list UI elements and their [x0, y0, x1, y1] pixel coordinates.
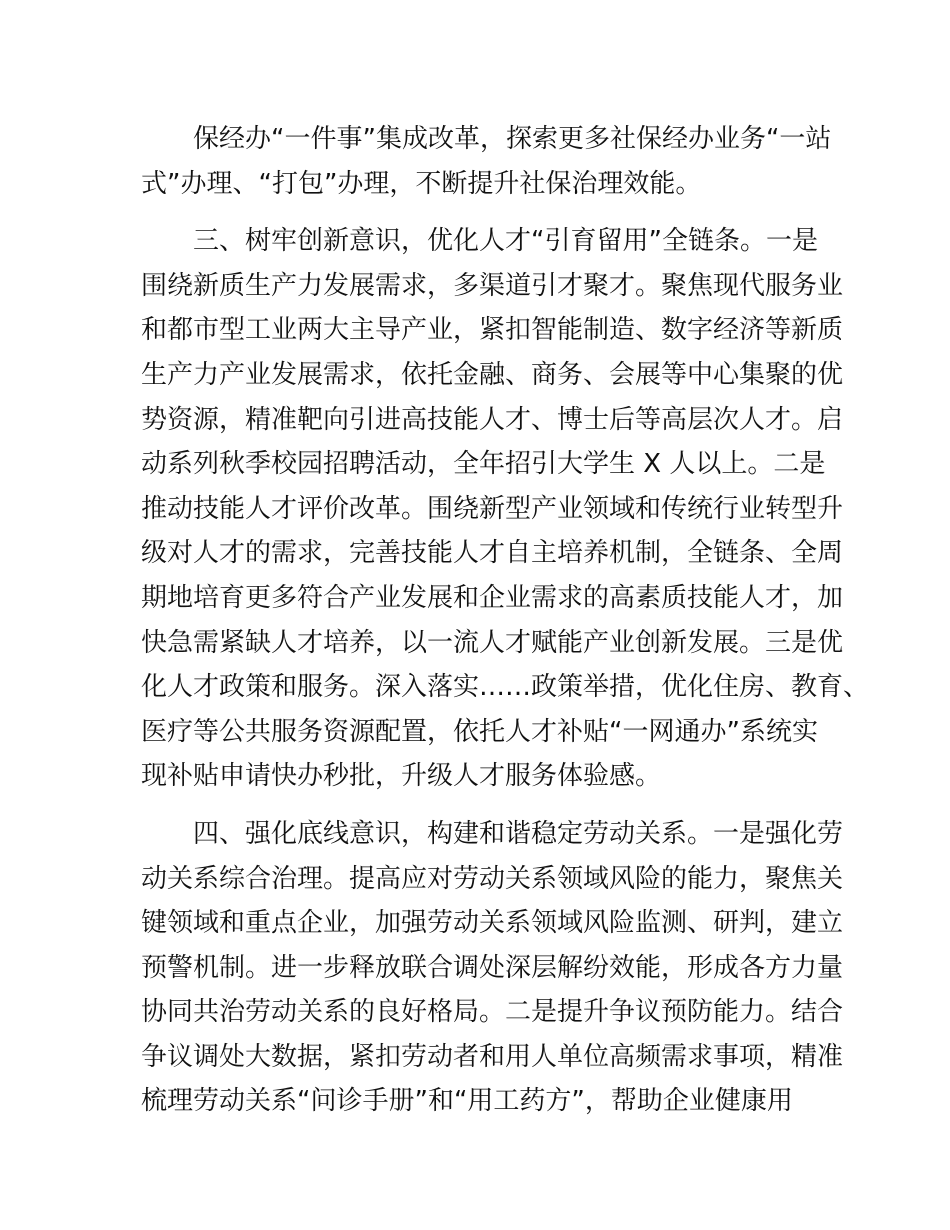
text-line: 动关系综合治理。提高应对劳动关系领域风险的能力，聚焦关 — [141, 863, 844, 894]
paragraph-continuation — [141, 117, 832, 206]
text-line: 三、树牢创新意识，优化人才“引育留用”全链条。一是 — [193, 226, 818, 257]
text-line: 动系列秋季校园招聘活动，全年招引大学生 X 人以上。二是 — [141, 449, 826, 480]
text-line: 键领域和重点企业，加强劳动关系领域风险监测、研判，建立 — [141, 908, 844, 939]
text-line: 期地培育更多符合产业发展和企业需求的高素质技能人才，加 — [141, 582, 844, 613]
text-line: 梳理劳动关系“问诊手册”和“用工药方”，帮助企业健康用 — [141, 1086, 793, 1117]
text-line: 生产力产业发展需求，依托金融、商务、会展等中心集聚的优 — [141, 359, 844, 390]
text-line: 化人才政策和服务。深入落实……政策举措，优化住房、教育、 — [141, 672, 870, 703]
text-line: 现补贴申请快办秒批，升级人才服务体验感。 — [141, 761, 662, 792]
paragraph-talent-innovation — [141, 219, 870, 799]
text-line: 快急需紧缺人才培养，以一流人才赋能产业创新发展。三是优 — [141, 627, 844, 658]
text-line: 协同共治劳动关系的良好格局。二是提升争议预防能力。结合 — [141, 997, 844, 1028]
paragraph-labor-relations — [141, 812, 844, 1124]
text-line: 推动技能人才评价改革。围绕新型产业领域和传统行业转型升 — [141, 493, 844, 524]
paragraph-spacer — [141, 206, 817, 219]
text-line: 争议调处大数据，紧扣劳动者和用人单位高频需求事项，精准 — [141, 1041, 844, 1072]
text-line: 势资源，精准靶向引进高技能人才、博士后等高层次人才。启 — [141, 404, 844, 435]
text-line: 围绕新质生产力发展需求，多渠道引才聚才。聚焦现代服务业 — [141, 270, 844, 301]
document-body — [141, 117, 870, 1124]
text-line: 式”办理、“打包”办理，不断提升社保治理效能。 — [141, 168, 702, 199]
text-line: 四、强化底线意识，构建和谐稳定劳动关系。一是强化劳 — [193, 818, 844, 849]
text-line: 级对人才的需求，完善技能人才自主培养机制，全链条、全周 — [141, 538, 844, 569]
text-line: 医疗等公共服务资源配置，依托人才补贴“一网通办”系统实 — [141, 716, 818, 747]
text-line: 预警机制。进一步释放联合调处深层解纷效能，形成各方力量 — [141, 952, 844, 983]
text-line: 保经办“一件事”集成改革，探索更多社保经办业务“一站 — [193, 124, 832, 154]
text-line: 和都市型工业两大主导产业，紧扣智能制造、数字经济等新质 — [141, 315, 844, 346]
paragraph-spacer — [141, 799, 817, 812]
